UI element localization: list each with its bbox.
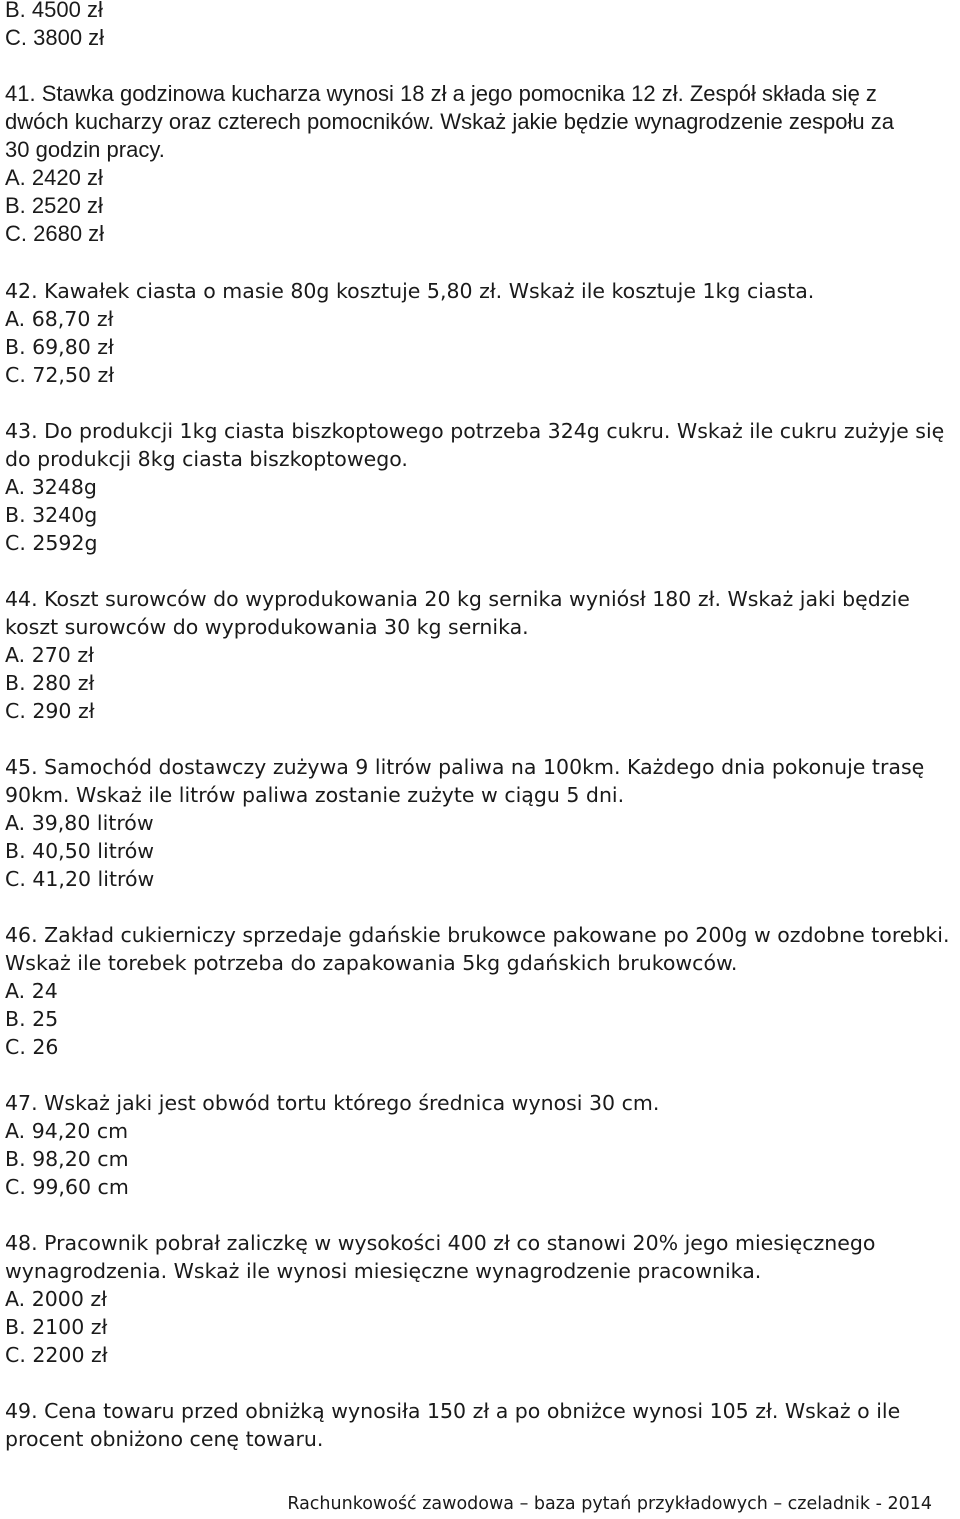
question-46-line-2: Wskaż ile torebek potrzeba do zapakowania 5kg gdańskich brukowców. xyxy=(5,951,738,975)
page-footer: Rachunkowość zawodowa – baza pytań przykładowych – czeladnik - 2014 xyxy=(287,1494,932,1514)
question-43-answer-b: B. 3240g xyxy=(5,503,98,527)
question-44-answer-a: A. 270 zł xyxy=(5,643,94,667)
question-48-answer-b: B. 2100 zł xyxy=(5,1315,108,1339)
question-44-answer-b: B. 280 zł xyxy=(5,671,95,695)
question-41-answer-a: A. 2420 zł xyxy=(5,165,103,190)
prev-answer-b: B. 4500 zł xyxy=(5,0,103,22)
question-48-answer-c: C. 2200 zł xyxy=(5,1343,108,1367)
question-49-line-2: procent obniżono cenę towaru. xyxy=(5,1427,324,1451)
question-46-answer-a: A. 24 xyxy=(5,979,58,1003)
question-47-answer-b: B. 98,20 cm xyxy=(5,1147,129,1171)
question-45-answer-a: A. 39,80 litrów xyxy=(5,811,154,835)
question-44-answer-c: C. 290 zł xyxy=(5,699,95,723)
question-46-line-1: 46. Zakład cukierniczy sprzedaje gdańskie brukowce pakowane po 200g w ozdobne torebki. xyxy=(5,923,950,947)
question-47-line-1: 47. Wskaż jaki jest obwód tortu którego średnica wynosi 30 cm. xyxy=(5,1091,660,1115)
question-45-answer-c: C. 41,20 litrów xyxy=(5,867,155,891)
question-42-answer-b: B. 69,80 zł xyxy=(5,335,114,359)
question-43-line-2: do produkcji 8kg ciasta biszkoptowego. xyxy=(5,447,408,471)
question-49-line-1: 49. Cena towaru przed obniżką wynosiła 150 zł a po obniżce wynosi 105 zł. Wskaż o ile xyxy=(5,1399,901,1423)
question-48-line-1: 48. Pracownik pobrał zaliczkę w wysokości 400 zł co stanowi 20% jego miesięcznego xyxy=(5,1231,876,1255)
prev-answer-c: C. 3800 zł xyxy=(5,25,105,50)
question-41-answer-c: C. 2680 zł xyxy=(5,221,105,246)
question-42-answer-a: A. 68,70 zł xyxy=(5,307,114,331)
question-41-line-3: 30 godzin pracy. xyxy=(5,137,165,162)
question-46-answer-b: B. 25 xyxy=(5,1007,59,1031)
question-43-line-1: 43. Do produkcji 1kg ciasta biszkoptowego potrzeba 324g cukru. Wskaż ile cukru zużyje się xyxy=(5,419,945,443)
question-45-answer-b: B. 40,50 litrów xyxy=(5,839,155,863)
question-46-answer-c: C. 26 xyxy=(5,1035,59,1059)
question-42-line-1: 42. Kawałek ciasta o masie 80g kosztuje 5,80 zł. Wskaż ile kosztuje 1kg ciasta. xyxy=(5,279,815,303)
question-47-answer-a: A. 94,20 cm xyxy=(5,1119,129,1143)
question-47-answer-c: C. 99,60 cm xyxy=(5,1175,129,1199)
question-41-answer-b: B. 2520 zł xyxy=(5,193,103,218)
question-48-answer-a: A. 2000 zł xyxy=(5,1287,107,1311)
question-48-line-2: wynagrodzenia. Wskaż ile wynosi miesięczne wynagrodzenie pracownika. xyxy=(5,1259,762,1283)
question-42-answer-c: C. 72,50 zł xyxy=(5,363,115,387)
question-45-line-2: 90km. Wskaż ile litrów paliwa zostanie zużyte w ciągu 5 dni. xyxy=(5,783,625,807)
question-45-line-1: 45. Samochód dostawczy zużywa 9 litrów paliwa na 100km. Każdego dnia pokonuje trasę xyxy=(5,755,925,779)
question-43-answer-a: A. 3248g xyxy=(5,475,97,499)
question-41-line-2: dwóch kucharzy oraz czterech pomocników. Wskaż jakie będzie wynagrodzenie zespołu za xyxy=(5,109,894,134)
question-44-line-2: koszt surowców do wyprodukowania 30 kg sernika. xyxy=(5,615,529,639)
question-43-answer-c: C. 2592g xyxy=(5,531,98,555)
question-41-line-1: 41. Stawka godzinowa kucharza wynosi 18 zł a jego pomocnika 12 zł. Zespół składa się z xyxy=(5,81,877,106)
question-44-line-1: 44. Koszt surowców do wyprodukowania 20 kg sernika wyniósł 180 zł. Wskaż jaki będzie xyxy=(5,587,910,611)
